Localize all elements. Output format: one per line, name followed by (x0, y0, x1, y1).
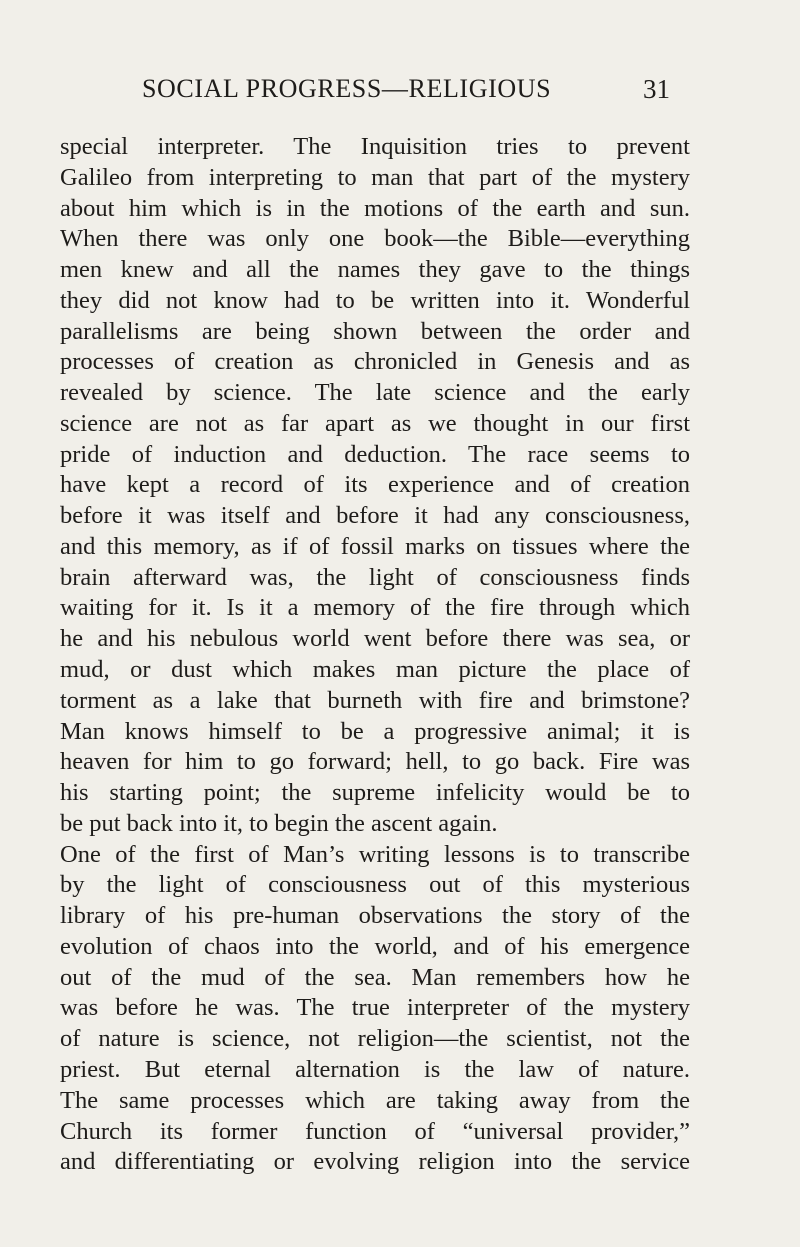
running-head: SOCIAL PROGRESS—RELIGIOUS (142, 74, 552, 103)
text-line: mud, or dust which makes man picture the place of (60, 656, 690, 684)
text-line: Galileo from interpreting to man that part of the mystery (60, 163, 690, 191)
text-line: pride of induction and deduction. The race seems to (60, 440, 690, 468)
text-line: processes of creation as chronicled in Genesis and as (60, 348, 690, 376)
text-line: torment as a lake that burneth with fire and brimstone? (60, 686, 690, 714)
text-line: was before he was. The true interpreter of the mystery (60, 994, 690, 1022)
text-line: parallelisms are being shown between the order and (60, 317, 690, 345)
text-line: men knew and all the names they gave to the things (60, 256, 690, 284)
text-line: special interpreter. The Inquisition tries to prevent (60, 133, 690, 160)
text-line: waiting for it. Is it a memory of the fire through which (60, 594, 690, 622)
text-line: heaven for him to go forward; hell, to go back. Fire was (60, 748, 690, 776)
text-line: brain afterward was, the light of consciousness finds (60, 563, 690, 591)
text-line: science are not as far apart as we thought in our first (60, 409, 690, 437)
text-line: evolution of chaos into the world, and of his emergence (60, 932, 690, 960)
text-line: out of the mud of the sea. Man remembers how he (60, 963, 690, 991)
text-line: have kept a record of its experience and of creation (60, 471, 690, 499)
text-line: they did not know had to be written into it. Wonderful (60, 286, 690, 314)
text-line: One of the first of Man’s writing lessons is to transcribe (60, 840, 690, 868)
text-line: by the light of consciousness out of this mysterious (60, 871, 690, 899)
text-line: priest. But eternal alternation is the law of nature. (60, 1055, 690, 1083)
text-line: and differentiating or evolving religion into the service (60, 1148, 690, 1176)
body-text (60, 132, 690, 1178)
paragraph-end-line: be put back into it, to begin the ascent again. (60, 809, 498, 837)
text-line: Man knows himself to be a progressive animal; it is (60, 717, 690, 745)
page-header (142, 72, 670, 112)
text-line: about him which is in the motions of the earth and sun. (60, 194, 690, 222)
text-line: Church its former function of “universal provider,” (60, 1117, 690, 1145)
text-line: his starting point; the supreme infelicity would be to (60, 779, 690, 807)
text-line: The same processes which are taking away from the (60, 1086, 690, 1114)
page-number: 31 (643, 74, 670, 104)
text-line: before it was itself and before it had any consciousness, (60, 502, 690, 530)
text-line: of nature is science, not religion—the scientist, not the (60, 1025, 690, 1053)
text-line: revealed by science. The late science and the early (60, 379, 690, 407)
text-line: library of his pre-human observations the story of the (60, 902, 690, 930)
text-line: and this memory, as if of fossil marks on tissues where the (60, 532, 690, 560)
text-line: When there was only one book—the Bible—everything (60, 225, 690, 253)
text-line: he and his nebulous world went before there was sea, or (60, 625, 690, 653)
